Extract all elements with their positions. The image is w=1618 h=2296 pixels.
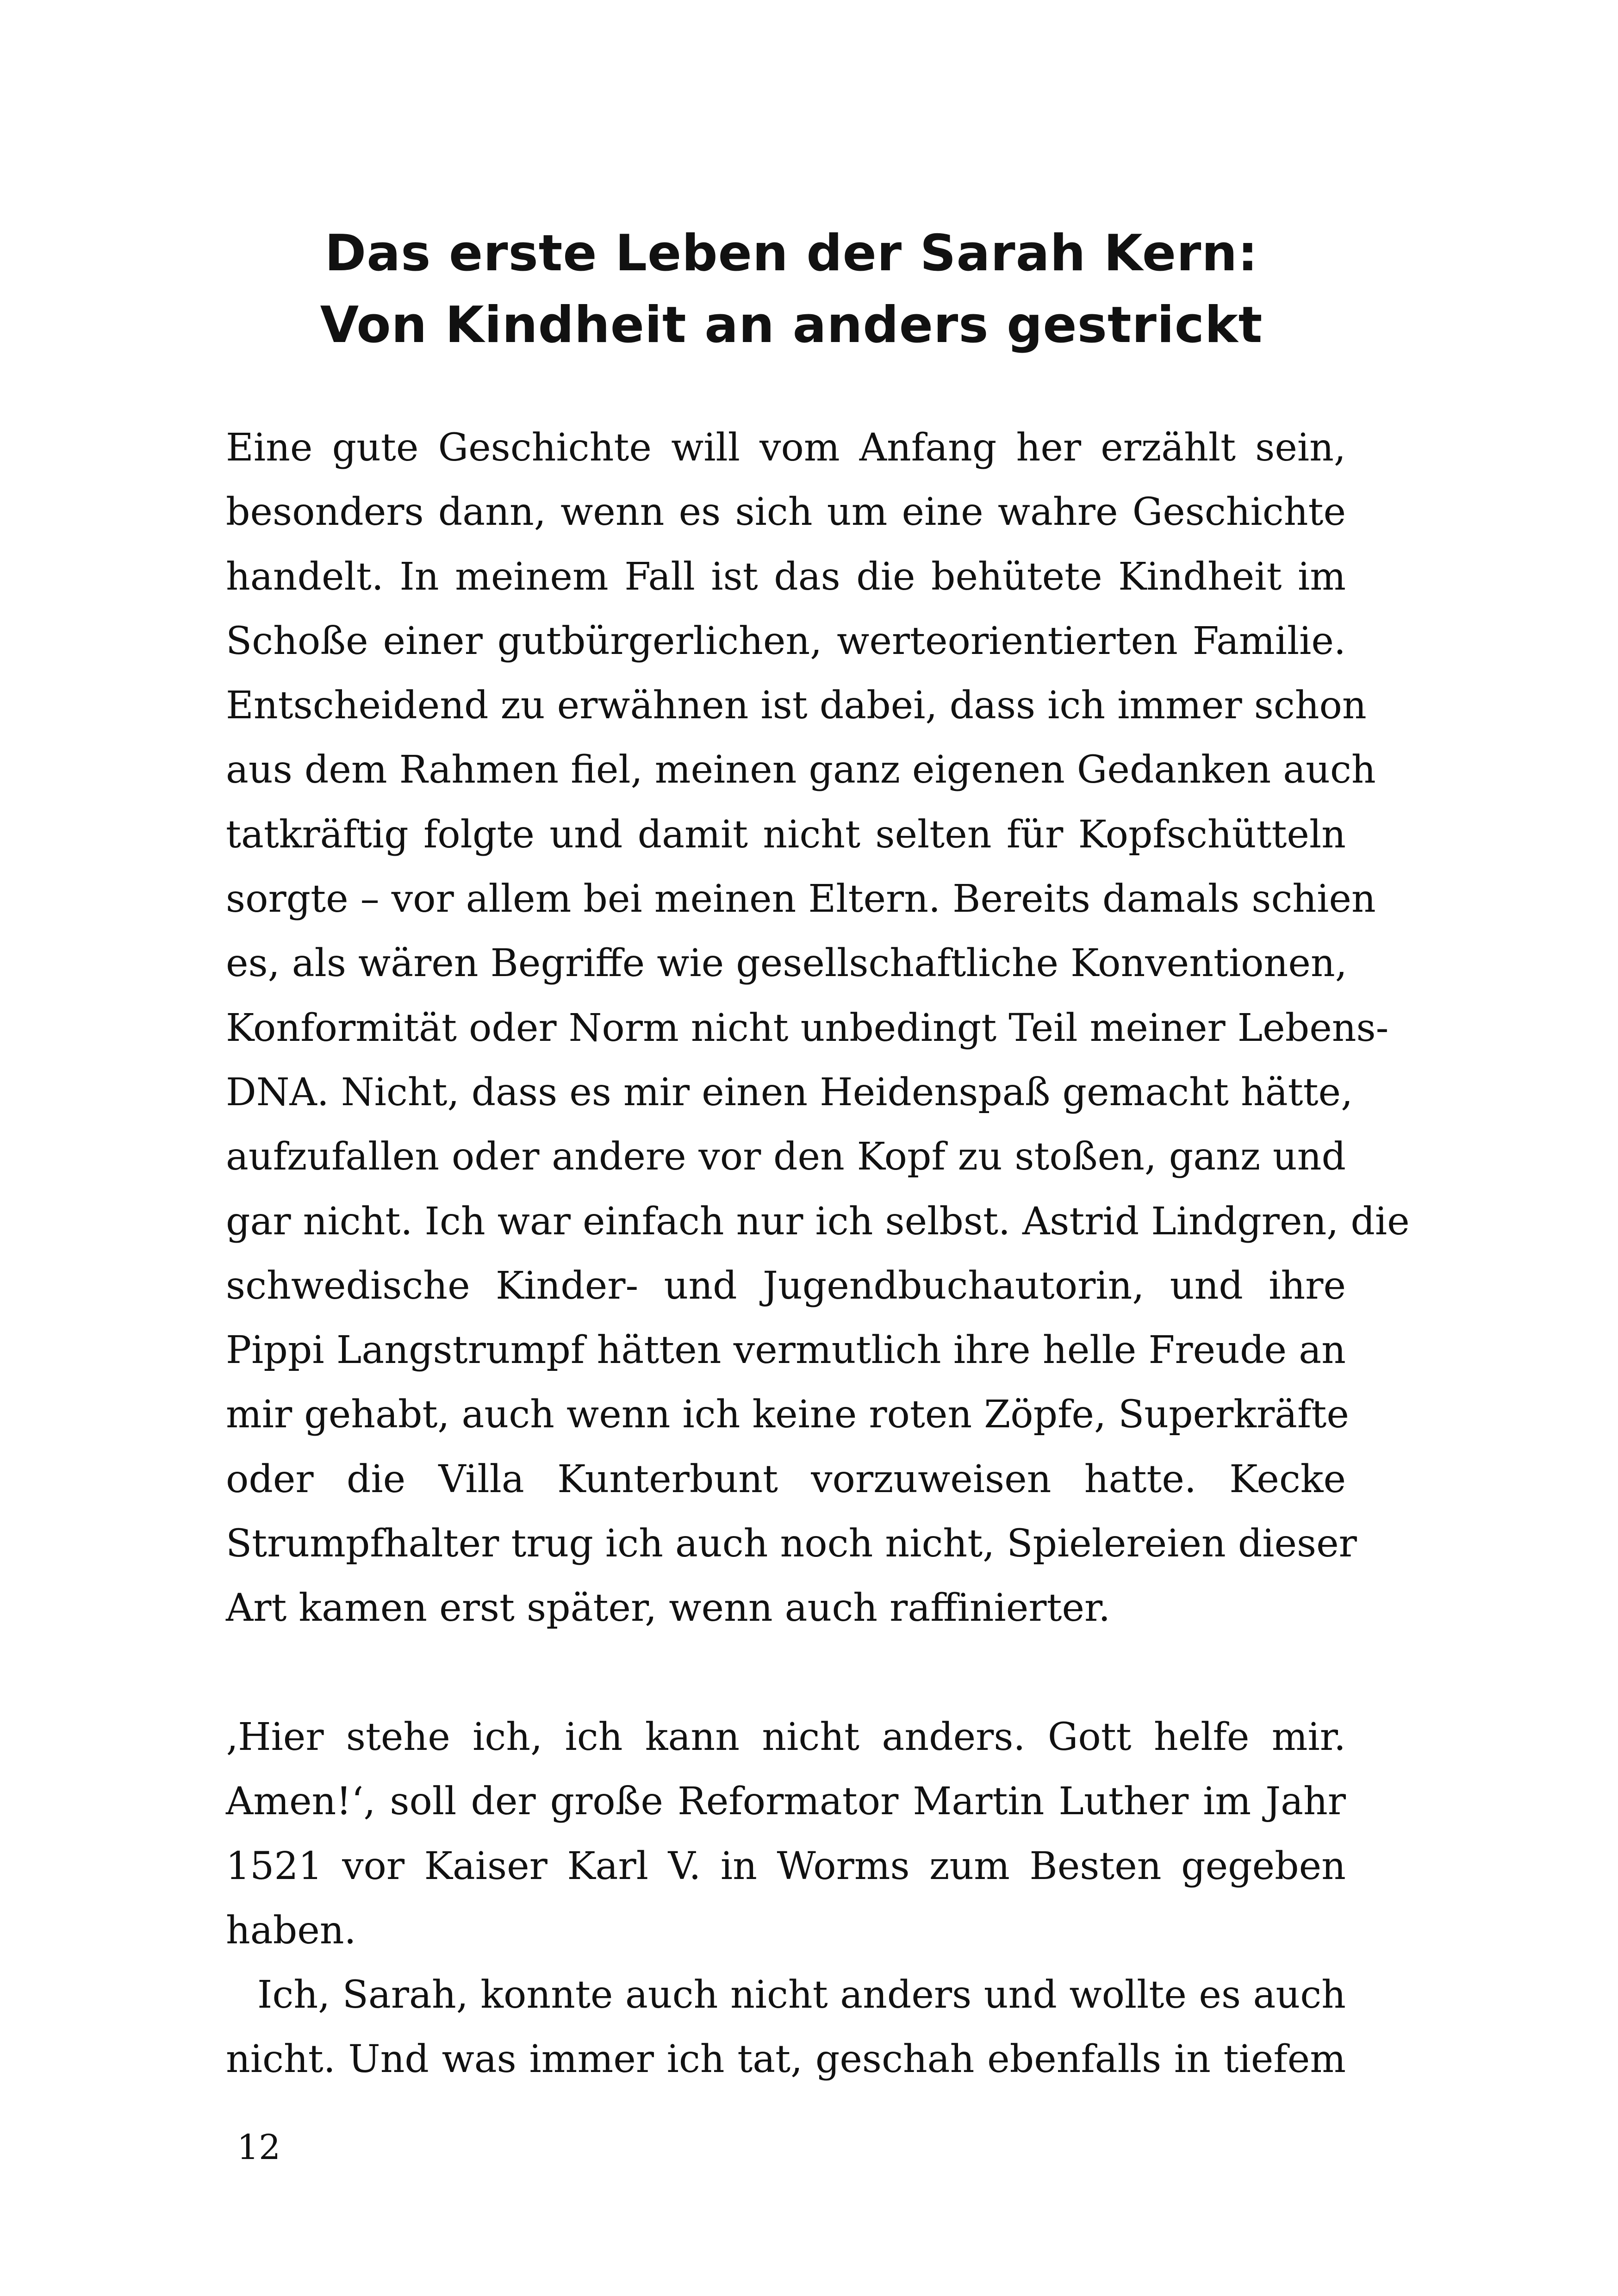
- page-number: 12: [237, 2128, 281, 2167]
- text-line: oder die Villa Kunterbunt vorzuweisen hatte. Kecke: [226, 1457, 1346, 1501]
- body-text-block-2: [226, 1705, 1346, 2092]
- text-line: gar nicht. Ich war einfach nur ich selbst. Astrid Lindgren, die: [226, 1199, 1410, 1244]
- text-line: mir gehabt, auch wenn ich keine roten Zöpfe, Superkräfte: [226, 1393, 1349, 1437]
- text-line: Entscheidend zu erwähnen ist dabei, dass ich immer schon: [226, 684, 1367, 728]
- text-line: haben.: [226, 1908, 356, 1953]
- text-line: Art kamen erst später, wenn auch raffinierter.: [226, 1586, 1111, 1630]
- text-line: nicht. Und was immer ich tat, geschah ebenfalls in tiefem: [226, 2037, 1346, 2082]
- paragraph-childhood: [226, 416, 1410, 1641]
- chapter-title-line-2: Von Kindheit an anders gestrickt: [320, 296, 1263, 354]
- text-line: 1521 vor Kaiser Karl V. in Worms zum Besten gegeben: [226, 1844, 1346, 1888]
- text-line: Strumpfhalter trug ich auch noch nicht, Spielereien dieser: [226, 1522, 1357, 1566]
- chapter-title: [222, 218, 1361, 361]
- text-line: Konformität oder Norm nicht unbedingt Teil meiner Lebens-: [226, 1006, 1389, 1050]
- paragraph-sarah: [226, 1963, 1346, 2092]
- text-line: besonders dann, wenn es sich um eine wahre Geschichte: [226, 490, 1346, 535]
- paragraph-luther-quote: [226, 1705, 1346, 1963]
- text-line: es, als wären Begriffe wie gesellschaftliche Konventionen,: [226, 941, 1347, 986]
- text-line: Schoße einer gutbürgerlichen, werteorientierten Familie.: [226, 619, 1346, 663]
- text-line: sorgte – vor allem bei meinen Eltern. Bereits damals schien: [226, 877, 1376, 921]
- text-line: tatkräftig folgte und damit nicht selten für Kopfschütteln: [226, 812, 1346, 857]
- chapter-title-line-1: Das erste Leben der Sarah Kern:: [324, 224, 1258, 282]
- text-line: handelt. In meinem Fall ist das die behütete Kindheit im: [226, 554, 1346, 599]
- text-line: ‚Hier stehe ich, ich kann nicht anders. Gott helfe mir.: [226, 1715, 1346, 1759]
- text-line: Pippi Langstrumpf hätten vermutlich ihre helle Freude an: [226, 1328, 1346, 1373]
- body-text-block-1: [226, 416, 1410, 1641]
- text-line: Eine gute Geschichte will vom Anfang her erzählt sein,: [226, 426, 1346, 470]
- text-line: Amen!‘, soll der große Reformator Martin Luther im Jahr: [226, 1780, 1346, 1824]
- text-line: Ich, Sarah, konnte auch nicht anders und wollte es auch: [257, 1973, 1346, 2017]
- text-line: aufzufallen oder andere vor den Kopf zu stoßen, ganz und: [226, 1135, 1346, 1179]
- text-line: schwedische Kinder- und Jugendbuchautorin, und ihre: [226, 1263, 1346, 1308]
- text-line: DNA. Nicht, dass es mir einen Heidenspaß gemacht hätte,: [226, 1070, 1353, 1114]
- text-line: aus dem Rahmen fiel, meinen ganz eigenen Gedanken auch: [226, 748, 1376, 792]
